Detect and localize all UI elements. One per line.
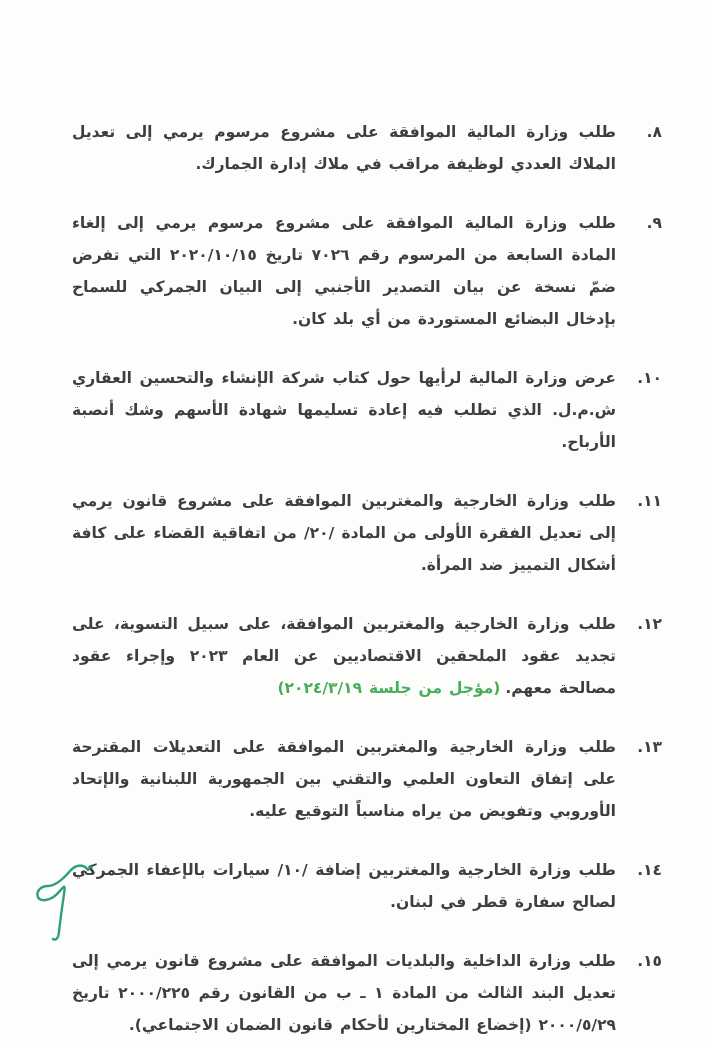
item-number: ٩.	[646, 214, 662, 232]
item-number: ٨.	[646, 123, 662, 141]
agenda-item-10	[72, 362, 662, 458]
agenda-item-9	[72, 207, 662, 335]
item-number: ١٤.	[637, 861, 662, 879]
item-text: عرض وزارة المالية لرأيها حول كتاب شركة الإنشاء والتحسين العقاري ش.م.ل. الذي تطلب فيه إعادة تسليمها شهادة الأسهم وشك أنصبة الأرباح.	[72, 369, 616, 451]
agenda-item-13	[72, 731, 662, 827]
item-number: ١٠.	[637, 369, 662, 387]
agenda-item-8	[72, 116, 662, 180]
item-number: ١٣.	[637, 738, 662, 756]
item-number: ١٥.	[637, 952, 662, 970]
item-text: طلب وزارة الخارجية والمغتربين الموافقة، على سبيل التسوية، على تجديد عقود الملحقين الاقتصاديين عن العام ٢٠٢٣ وإجراء عقود مصالحة معهم.	[72, 615, 616, 697]
postponed-note: (مؤجل من جلسة ٢٠٢٤/٣/١٩)	[277, 679, 501, 697]
item-text: طلب وزارة الخارجية والمغتربين الموافقة على التعديلات المقترحة على إتفاق التعاون العلمي والتقني بين الجمهورية اللبنانية والإتحاد الأوروبي وتفويض من يراه مناسباً التوقيع عليه.	[72, 738, 616, 820]
agenda-item-15	[72, 945, 662, 1041]
agenda-item-12	[72, 608, 662, 704]
signature-icon	[26, 856, 104, 948]
item-text: طلب وزارة المالية الموافقة على مشروع مرسوم يرمي إلى إلغاء المادة السابعة من المرسوم رقم ٧٠٢٦ تاريخ ٢٠٢٠/١٠/١٥ التي تفرض ضمّ نسخة عن بيان التصدير الأجنبي إلى البيان الجمركي للسماح بإدخال البضائع المستوردة من أي بلد كان.	[72, 214, 617, 328]
handwritten-signature-mark	[26, 856, 104, 948]
agenda-item-11	[72, 485, 662, 581]
agenda-item-14	[72, 854, 662, 918]
item-text: طلب وزارة الخارجية والمغتربين الموافقة على مشروع قانون يرمي إلى تعديل الفقرة الأولى من المادة /٢٠/ من اتفاقية القضاء على كافة أشكال التمييز ضد المرأة.	[72, 492, 616, 574]
item-text: طلب وزارة الخارجية والمغتربين إضافة /١٠/ سيارات بالإعفاء الجمركي لصالح سفارة قطر في لبنان.	[72, 861, 616, 911]
item-text: طلب وزارة الداخلية والبلديات الموافقة على مشروع قانون يرمي إلى تعديل البند الثالث من المادة ١ ـ ب من القانون رقم ٢٠٠٠/٢٢٥ تاريخ ٢٠٠٠/٥/٢٩ (إخضاع المختارين لأحكام قانون الضمان الاجتماعي).	[72, 952, 617, 1034]
item-number: ١١.	[637, 492, 662, 510]
item-number: ١٢.	[637, 615, 662, 633]
item-text: طلب وزارة المالية الموافقة على مشروع مرسوم يرمي إلى تعديل الملاك العددي لوظيفة مراقب في ملاك إدارة الجمارك.	[72, 123, 616, 173]
